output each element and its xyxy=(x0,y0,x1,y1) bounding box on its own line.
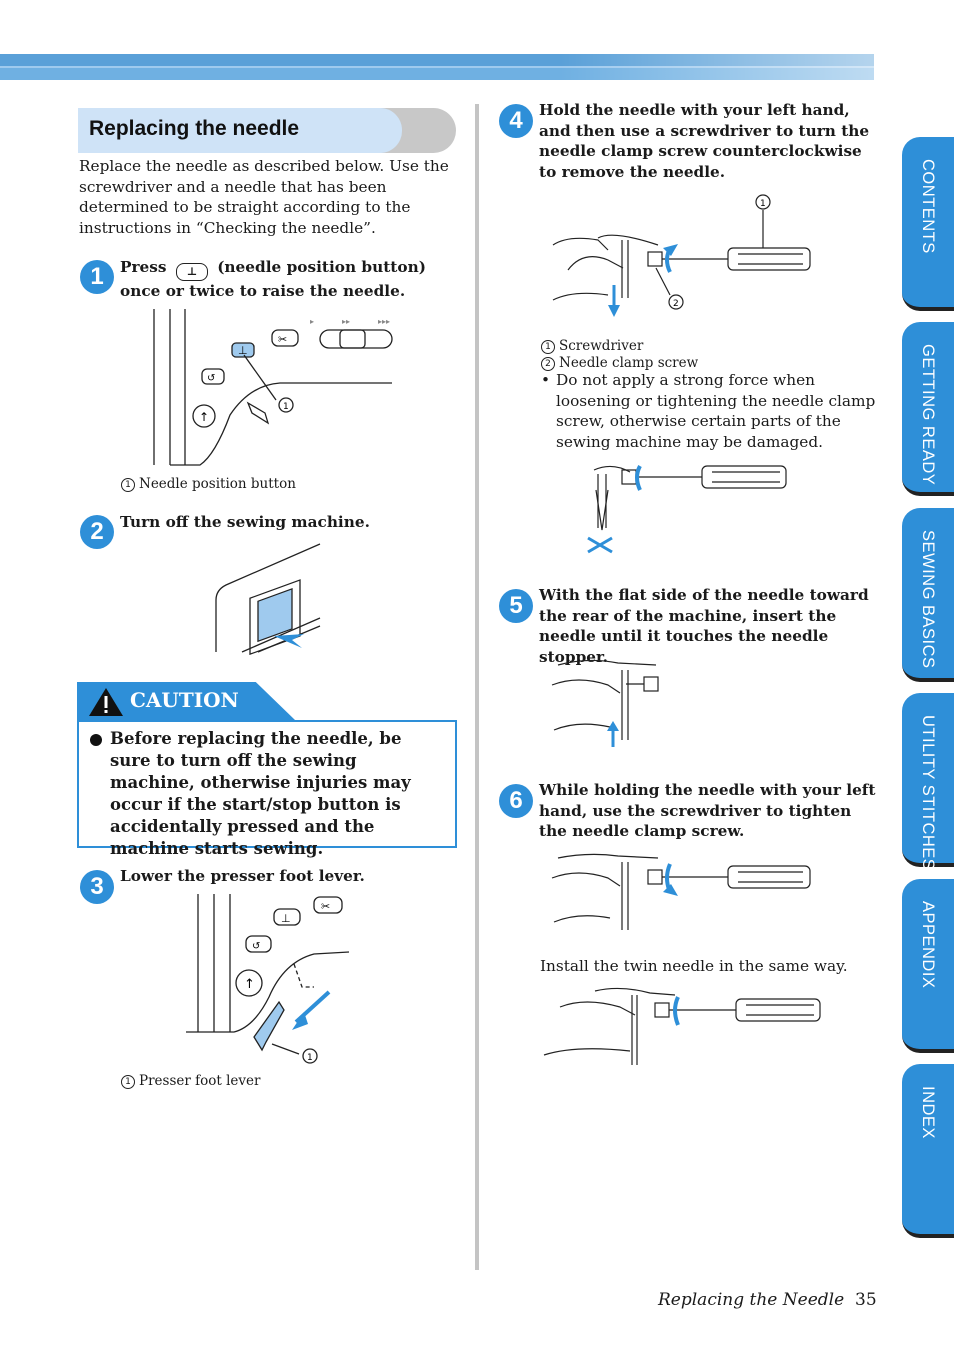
step-2-text: Turn off the sewing machine. xyxy=(120,513,370,531)
svg-text:▸▸▸: ▸▸▸ xyxy=(378,317,391,326)
step-number-1: 1 xyxy=(80,260,114,294)
side-tab-label: GETTING READY xyxy=(919,344,937,486)
caution-title: CAUTION xyxy=(130,688,239,712)
step-4-note: Do not apply a strong force when loosening or tightening the needle clamp screw, otherwise certain parts of the sewing machine may be damaged. xyxy=(556,371,876,451)
callout-number: 1 xyxy=(541,340,555,354)
section-heading xyxy=(78,108,456,153)
presser-foot-figure xyxy=(184,892,354,1070)
step-5-text: With the flat side of the needle toward the rear of the machine, insert the needle until it touches the needle stopper. xyxy=(539,586,869,666)
caution-text: Before replacing the needle, be sure to turn off the sewing machine, otherwise injuries may occur if the start/stop button is accidentally pressed and the machine starts sewing. xyxy=(110,729,411,858)
step-number-5: 5 xyxy=(499,589,533,623)
side-tab-appendix[interactable] xyxy=(902,879,954,1053)
caption-text: Needle position button xyxy=(139,476,296,492)
caption-text: Screwdriver xyxy=(559,338,644,354)
svg-text:↑: ↑ xyxy=(199,410,210,424)
page-number: 35 xyxy=(855,1290,877,1310)
needle-position-icon: ⊥ xyxy=(176,263,208,281)
step-3-text: Lower the presser foot lever. xyxy=(120,867,365,885)
side-tab-sewing-basics[interactable] xyxy=(902,508,954,682)
svg-text:1: 1 xyxy=(760,199,766,209)
strong-force-figure xyxy=(582,460,792,560)
step-4-caption-1 xyxy=(541,338,643,355)
side-tab-label: UTILITY STITCHES xyxy=(919,715,937,871)
side-tab-index[interactable] xyxy=(902,1064,954,1238)
step-6-text: While holding the needle with your left hand, use the screwdriver to tighten the needle clamp screw. xyxy=(539,781,876,840)
step-6-note: Install the twin needle in the same way. xyxy=(540,957,848,975)
footer-title: Replacing the Needle xyxy=(658,1290,845,1310)
power-switch-figure xyxy=(212,540,324,655)
step-1-text-post: (needle position button) once or twice to raise the needle. xyxy=(120,258,426,300)
step-number-6: 6 xyxy=(499,784,533,818)
callout-number: 2 xyxy=(541,357,555,371)
step-3-caption xyxy=(121,1073,260,1090)
svg-text:↑: ↑ xyxy=(244,977,255,992)
screwdriver-tighten-figure xyxy=(548,850,818,935)
svg-text:⊥: ⊥ xyxy=(281,912,291,925)
step-1-caption xyxy=(121,476,296,493)
step-1-text xyxy=(120,257,455,302)
svg-text:▸▸: ▸▸ xyxy=(342,317,351,326)
screwdriver-remove-figure xyxy=(548,190,818,320)
svg-text:▸: ▸ xyxy=(310,317,315,326)
svg-text:↺: ↺ xyxy=(207,373,216,384)
step-number-2: 2 xyxy=(80,515,114,549)
column-divider xyxy=(475,104,479,1270)
callout-number: 1 xyxy=(121,1075,135,1089)
svg-text:↺: ↺ xyxy=(252,941,261,952)
step-4-text: Hold the needle with your left hand, and then use a screwdriver to turn the needle clamp screw counterclockwise to remove the needle. xyxy=(539,101,870,181)
caption-text: Needle clamp screw xyxy=(559,355,699,371)
bullet-icon xyxy=(90,734,102,746)
side-tab-utility-stitches[interactable] xyxy=(902,693,954,871)
svg-text:1: 1 xyxy=(283,402,289,412)
svg-text:1: 1 xyxy=(307,1053,313,1063)
side-tab-label: INDEX xyxy=(919,1086,937,1139)
intro-text: Replace the needle as described below. Use the screwdriver and a needle that has been determined to be straight according to the instructions in “Checking the needle”. xyxy=(79,157,449,237)
section-title: Replacing the needle xyxy=(89,117,300,140)
side-tab-getting-ready[interactable] xyxy=(902,322,954,496)
header-band-fade xyxy=(560,54,874,80)
twin-needle-figure xyxy=(540,985,825,1070)
step-number-4: 4 xyxy=(499,104,533,138)
svg-text:✂: ✂ xyxy=(278,333,288,346)
side-tab-label: CONTENTS xyxy=(919,159,937,254)
needle-position-figure xyxy=(140,305,410,470)
caption-text: Presser foot lever xyxy=(139,1073,261,1089)
side-tab-contents[interactable] xyxy=(902,137,954,311)
bullet-icon: • xyxy=(541,371,551,389)
side-tab-label: SEWING BASICS xyxy=(919,530,937,669)
insert-needle-figure xyxy=(548,655,663,750)
step-1-text-pre: Press xyxy=(120,258,167,276)
svg-text:2: 2 xyxy=(673,299,679,309)
step-number-3: 3 xyxy=(80,870,114,904)
warning-icon xyxy=(87,686,125,718)
svg-text:⊥: ⊥ xyxy=(238,344,248,357)
side-tab-label: APPENDIX xyxy=(919,901,937,989)
callout-number: 1 xyxy=(121,478,135,492)
svg-text:✂: ✂ xyxy=(321,900,331,913)
